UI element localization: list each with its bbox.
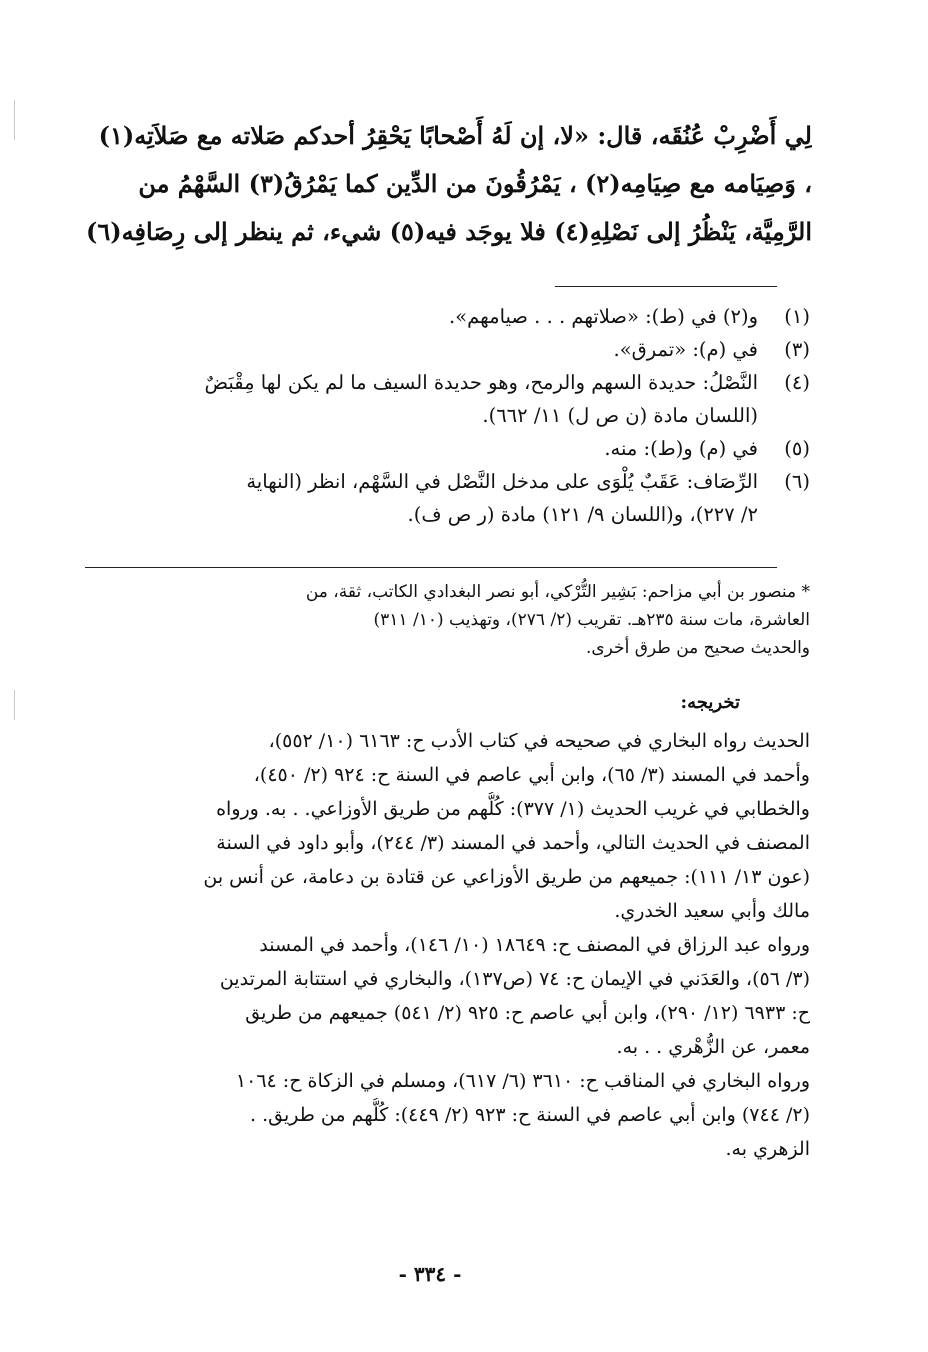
takhrij-line: (٢/ ٧٤٤) وابن أبي عاصم في السنة ح: ٩٢٣ (٢/ ٤٤٩): كُلُّهم من طريق. . xyxy=(250,1104,810,1126)
footnote-number: (٣) xyxy=(784,338,810,361)
commentary-line: * منصور بن أبي مزاحم: بَشِير التُّرْكي، أبو نصر البغدادي الكاتب، ثقة، من xyxy=(305,582,810,602)
footnote-text xyxy=(70,432,758,465)
takhrij-paragraph xyxy=(70,724,810,928)
takhrij-heading: تخريجه: xyxy=(680,692,740,713)
takhrij-body xyxy=(70,724,810,1166)
page-number: - ٣٣٤ - xyxy=(398,1262,462,1286)
footnote-line: ٢/ ٢٢٧)، و(اللسان ٩/ ١٢١) مادة (ر ص ف). xyxy=(407,503,758,526)
footnote-text xyxy=(70,465,758,531)
footnote-number: (٥) xyxy=(784,437,810,460)
footnote-number: (٦) xyxy=(784,470,810,493)
narrator-commentary xyxy=(70,578,810,662)
main-text-line: ، وَصِيَامه مع صِيَامِه(٢) ، يَمْرُقُونَ من الدِّين كما يَمْرُقُ(٣) السَّهْمُ من xyxy=(138,169,812,198)
commentary-line: العاشرة، مات سنة ٢٣٥هـ. تقريب (٢/ ٢٧٦)، وتهذيب (١٠/ ٣١١) xyxy=(373,610,810,630)
takhrij-line: معمر، عن الزُّهْري . . به. xyxy=(616,1036,810,1058)
takhrij-line: والخطابي في غريب الحديث (١/ ٣٧٧): كُلُّهم من طريق الأوزاعي. . به. ورواه xyxy=(216,798,810,820)
commentary-line: والحديث صحيح من طرق أخرى. xyxy=(585,638,810,658)
footnote-line: النَّصْلُ: حديدة السهم والرمح، وهو حديدة السيف ما لم يكن لها مِقْبَضٌ xyxy=(204,371,758,394)
section-separator xyxy=(85,567,777,568)
footnote-text xyxy=(70,300,758,333)
footnote-line: (اللسان مادة (ن ص ل) ١١/ ٦٦٢). xyxy=(482,404,758,427)
takhrij-line: ورواه عبد الرزاق في المصنف ح: ١٨٦٤٩ (١٠/ ١٤٦)، وأحمد في المسند xyxy=(259,934,810,956)
footnote-number: (٤) xyxy=(784,371,810,394)
footnote-item xyxy=(70,300,810,333)
footnote-item xyxy=(70,432,810,465)
takhrij-line: الزهري به. xyxy=(725,1138,810,1160)
takhrij-line: ورواه البخاري في المناقب ح: ٣٦١٠ (٦/ ٦١٧)، ومسلم في الزكاة ح: ١٠٦٤ xyxy=(235,1070,810,1092)
footnote-item xyxy=(70,465,810,531)
footnote-item xyxy=(70,366,810,432)
main-text-line: الرَّمِيَّة، يَنْظُرُ إلى نَصْلِهِ(٤) فلا يوجَد فيه(٥) شيء، ثم ينظر إلى رِصَافِه(٦) xyxy=(86,217,812,246)
footnote-line: و(٢) في (ط): «صلاتهم . . . صيامهم». xyxy=(449,305,758,328)
footnote-separator xyxy=(555,286,777,287)
takhrij-line: المصنف في الحديث التالي، وأحمد في المسند (٣/ ٢٤٤)، وأبو داود في السنة xyxy=(216,832,810,854)
takhrij-line: (٣/ ٥٦)، والعَدَني في الإيمان ح: ٧٤ (ص١٣٧)، والبخاري في استتابة المرتدين xyxy=(219,968,810,990)
takhrij-line: مالك وأبي سعيد الخدري. xyxy=(614,900,810,922)
takhrij-line: الحديث رواه البخاري في صحيحه في كتاب الأدب ح: ٦١٦٣ (١٠/ ٥٥٢)، xyxy=(268,730,810,752)
left-margin-mark xyxy=(14,100,15,140)
footnote-line: الرِّصَاف: عَقَبٌ يُلْوَى على مدخل النَّصْل في السَّهْم، انظر (النهاية xyxy=(246,470,758,493)
footnote-text xyxy=(70,366,758,432)
takhrij-paragraph xyxy=(70,1064,810,1166)
footnote-number: (١) xyxy=(784,305,810,328)
left-margin-mark-2 xyxy=(14,690,15,720)
footnotes xyxy=(70,300,810,531)
hadith-main-text xyxy=(70,112,812,256)
footnote-item xyxy=(70,333,810,366)
takhrij-line: ح: ٦٩٣٣ (١٢/ ٢٩٠)، وابن أبي عاصم ح: ٩٢٥ (٢/ ٥٤١) جميعهم من طريق xyxy=(245,1002,810,1024)
footnote-line: في (م) و(ط): منه. xyxy=(604,437,758,460)
footnote-text xyxy=(70,333,758,366)
takhrij-paragraph xyxy=(70,928,810,1064)
footnote-line: في (م): «تمرق». xyxy=(613,338,758,361)
main-text-line: لِي أَضْرِبْ عُنُقَه، قال: «لا، إن لَهُ أَصْحابًا يَحْقِرُ أحدكم صَلاته مع صَلاَتِه(١) xyxy=(98,121,812,150)
takhrij-line: (عون ١٣/ ١١١): جميعهم من طريق الأوزاعي عن قتادة بن دعامة، عن أنس بن xyxy=(203,866,810,888)
takhrij-line: وأحمد في المسند (٣/ ٦٥)، وابن أبي عاصم في السنة ح: ٩٢٤ (٢/ ٤٥٠)، xyxy=(253,764,810,786)
